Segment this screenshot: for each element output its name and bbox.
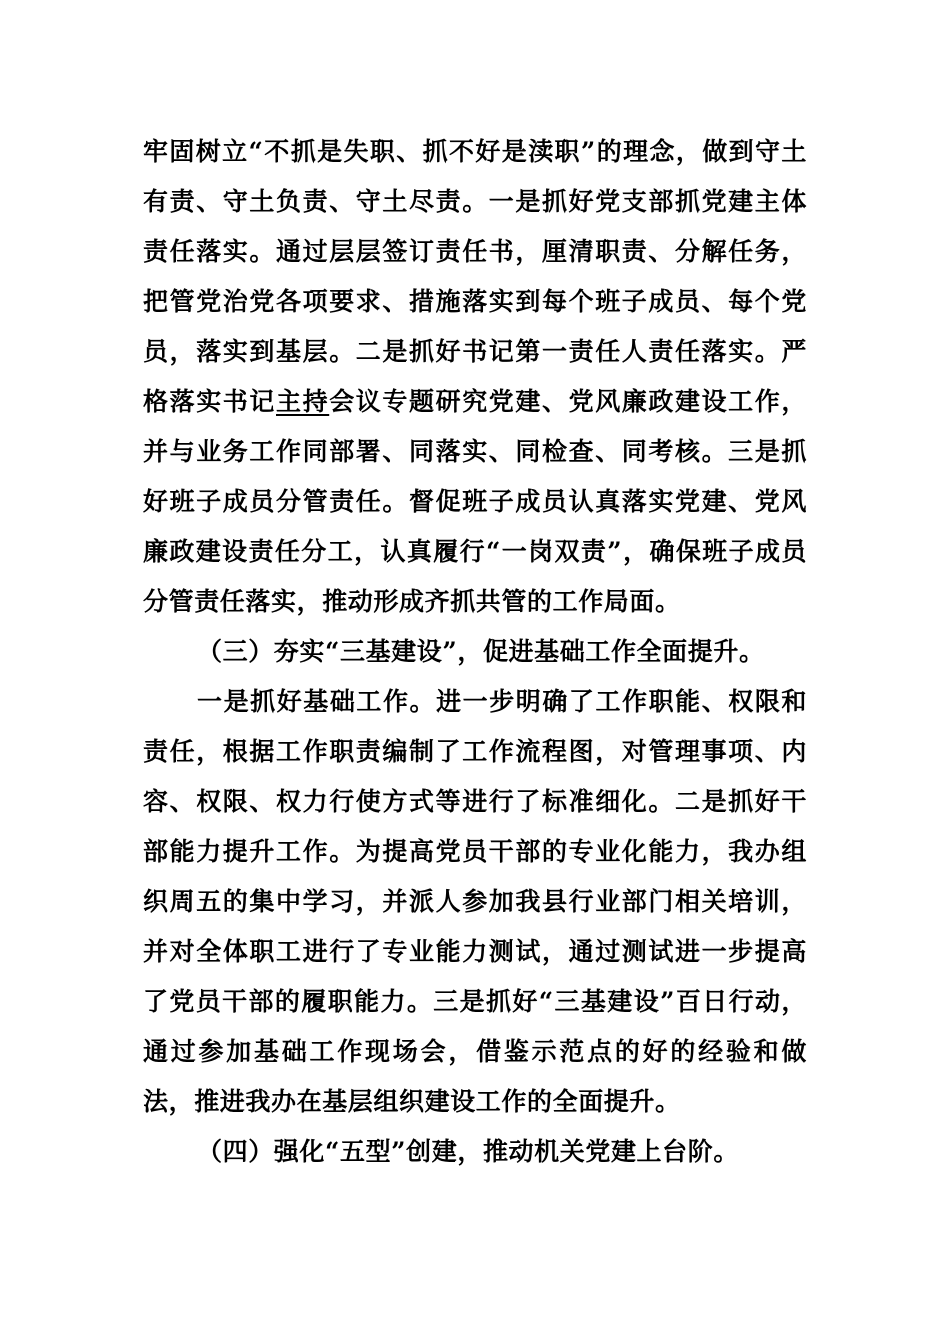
paragraph-responsibility: [143, 127, 807, 627]
paragraph-text-before: 牢固树立“不抓是失职、抓不好是渎职”的理念，做到守土有责、守土负责、守土尽责。一是抓好党支部抓党建主体责任落实。通过层层签订责任书，厘清职责、分解任务，把管党治党各项要求、措施落实到每个班子成员、每个党员，落实到基层。二是抓好书记第一责任人责任落实。严格落实书记: [143, 137, 807, 416]
paragraph-text-after: 会议专题研究党建、党风廉政建设工作，并与业务工作同部署、同落实、同检查、同考核。三是抓好班子成员分管责任。督促班子成员认真落实党建、党风廉政建设责任分工，认真履行“一岗双责”，确保班子成员分管责任落实，推动形成齐抓共管的工作局面。: [143, 387, 807, 616]
section-heading-four: （四）强化“五型”创建，推动机关党建上台阶。: [197, 1137, 739, 1166]
paragraph-three-foundations: 一是抓好基础工作。进一步明确了工作职能、权限和责任，根据工作职责编制了工作流程图，对管理事项、内容、权限、权力行使方式等进行了标准细化。二是抓好干部能力提升工作。为提高党员干部的专业化能力，我办组织周五的集中学习，并派人参加我县行业部门相关培训，并对全体职工进行了专业能力测试，通过测试进一步提高了党员干部的履职能力。三是抓好“三基建设”百日行动，通过参加基础工作现场会，借鉴示范点的好的经验和做法，推进我办在基层组织建设工作的全面提升。: [143, 687, 807, 1116]
underlined-text: 主持: [276, 387, 330, 416]
section-heading-three: （三）夯实“三基建设”，促进基础工作全面提升。: [197, 637, 765, 666]
document-body: [143, 127, 807, 1177]
